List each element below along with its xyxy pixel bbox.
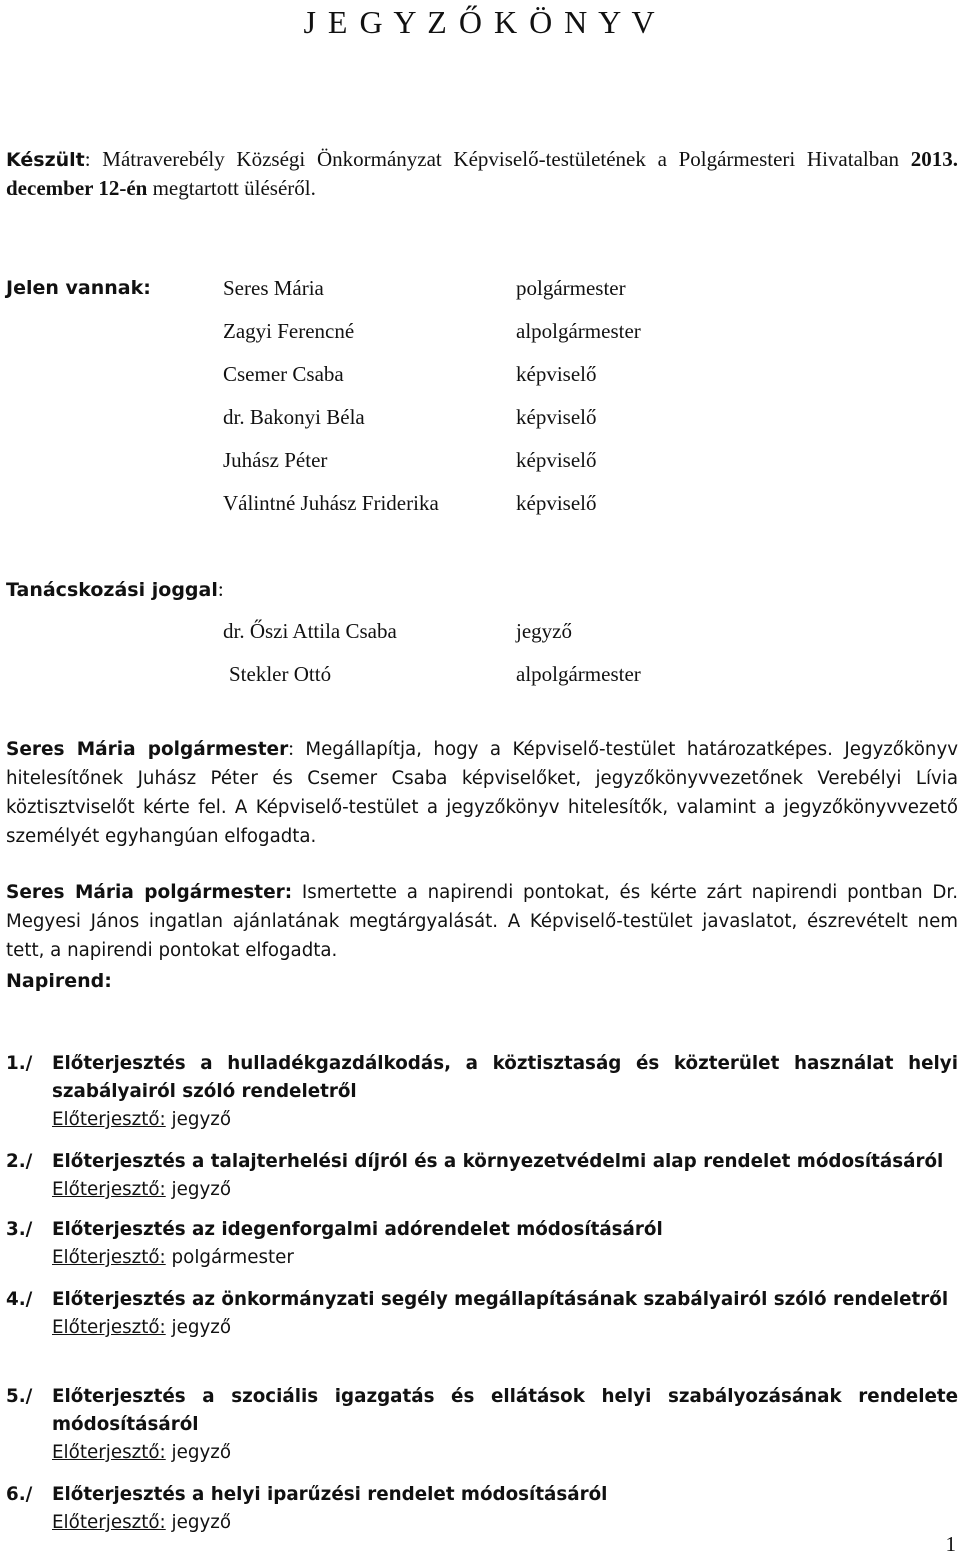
intro-colon: : [84, 147, 91, 171]
agenda-number: 4./ [6, 1289, 33, 1310]
member-name: Zagyi Ferencné [223, 319, 355, 343]
agenda-number: 5./ [6, 1386, 33, 1407]
member-role: polgármester [516, 276, 626, 300]
agenda-title: Előterjesztés a talajterhelési díjról és a környezetvédelmi alap rendelet módosításáról [52, 1151, 944, 1172]
presenter: jegyző [165, 1109, 232, 1130]
agenda-title: Előterjesztés a helyi iparűzési rendelet módosításáról [52, 1484, 608, 1505]
agenda-title: Előterjesztés a szociális igazgatás és ellátások helyi szabályozásának rendelete módosításáról [52, 1386, 958, 1435]
paragraph-text: Megállapítja, hogy a Képviselő-testület határozatképes. Jegyzőkönyv hitelesítőnek Juhász Péter és Csemer Csaba képviselőket, jegyzőkönyvvezetőnek Verebélyi Lívia köztisztviselőt kérte fel. A Képviselő-testület a jegyzőkönyv hitelesítők, valamint a jegyzőkönyvvezető személyét egyhangúan elfogadta. [6, 739, 958, 847]
minutes-paragraph-2 [6, 878, 958, 965]
member-name: Juhász Péter [223, 448, 328, 472]
intro-date: 2013. december 12-én [6, 147, 958, 200]
advisor-role: alpolgármester [516, 662, 641, 686]
agenda-item [6, 1286, 958, 1342]
agenda-number: 2./ [6, 1151, 33, 1172]
advisory-label: Tanácskozási joggal [6, 579, 218, 601]
page-number: 1 [945, 1532, 956, 1556]
agenda-heading: Napirend: [6, 970, 112, 992]
member-name: Seres Mária [223, 276, 324, 300]
member-role: képviselő [516, 448, 597, 472]
advisor-role: jegyző [516, 619, 572, 643]
paragraph-text: Ismertette a napirendi pontokat, és kérte zárt napirendi pontban Dr. Megyesi János ingatlan ajánlatának megtárgyalását. A Képviselő-testület javaslatot, észrevételt nem tett, a napirendi pontokat elfogadta. [6, 882, 959, 961]
speaker-colon: : [288, 738, 294, 760]
presenter-label: Előterjesztő: [52, 1317, 166, 1338]
presenter-label: Előterjesztő: [52, 1247, 166, 1268]
advisory-colon: : [217, 577, 224, 601]
member-role: alpolgármester [516, 319, 641, 343]
advisor-name: Stekler Ottó [229, 662, 332, 686]
agenda-item [6, 1481, 958, 1537]
presenter: jegyző [165, 1179, 232, 1200]
agenda-item [6, 1383, 958, 1467]
agenda-number: 3./ [6, 1219, 33, 1240]
speaker: Seres Mária polgármester: [6, 882, 293, 903]
presenter: polgármester [165, 1247, 294, 1268]
agenda-title: Előterjesztés az idegenforgalmi adórendelet módosításáról [52, 1219, 663, 1240]
presenter: jegyző [165, 1317, 232, 1338]
member-name: Csemer Csaba [223, 362, 344, 386]
presenter: jegyző [165, 1442, 232, 1463]
member-role: képviselő [516, 405, 597, 429]
presenter-label: Előterjesztő: [52, 1179, 166, 1200]
member-name: Válintné Juhász Friderika [223, 491, 439, 515]
intro-label: Készült [6, 149, 85, 171]
member-role: képviselő [516, 491, 597, 515]
intro-paragraph [6, 145, 958, 202]
agenda-number: 1./ [6, 1053, 33, 1074]
presenter: jegyző [165, 1512, 232, 1533]
minutes-paragraph-1 [6, 735, 958, 851]
present-label: Jelen vannak: [6, 277, 151, 299]
agenda-item [6, 1050, 958, 1134]
presenter-label: Előterjesztő: [52, 1109, 166, 1130]
agenda-item [6, 1216, 958, 1272]
agenda-title: Előterjesztés az önkormányzati segély megállapításának szabályairól szóló rendeletről [52, 1289, 949, 1310]
intro-text-a: Mátraverebély Községi Önkormányzat Képviselő-testületének a Polgármesteri Hivatalban [90, 147, 911, 171]
advisor-name: dr. Őszi Attila Csaba [223, 619, 397, 643]
agenda-number: 6./ [6, 1484, 33, 1505]
intro-text-b: megtartott üléséről. [147, 176, 316, 200]
member-role: képviselő [516, 362, 597, 386]
member-name: dr. Bakonyi Béla [223, 405, 365, 429]
speaker: Seres Mária polgármester [6, 739, 289, 760]
document-title: J E G Y Z Ő K Ö N Y V [303, 4, 657, 40]
agenda-title: Előterjesztés a hulladékgazdálkodás, a köztisztaság és közterület használat helyi szabályairól szóló rendeletről [52, 1053, 958, 1102]
presenter-label: Előterjesztő: [52, 1512, 166, 1533]
advisory-label-row [6, 575, 224, 603]
agenda-item [6, 1148, 958, 1204]
presenter-label: Előterjesztő: [52, 1442, 166, 1463]
